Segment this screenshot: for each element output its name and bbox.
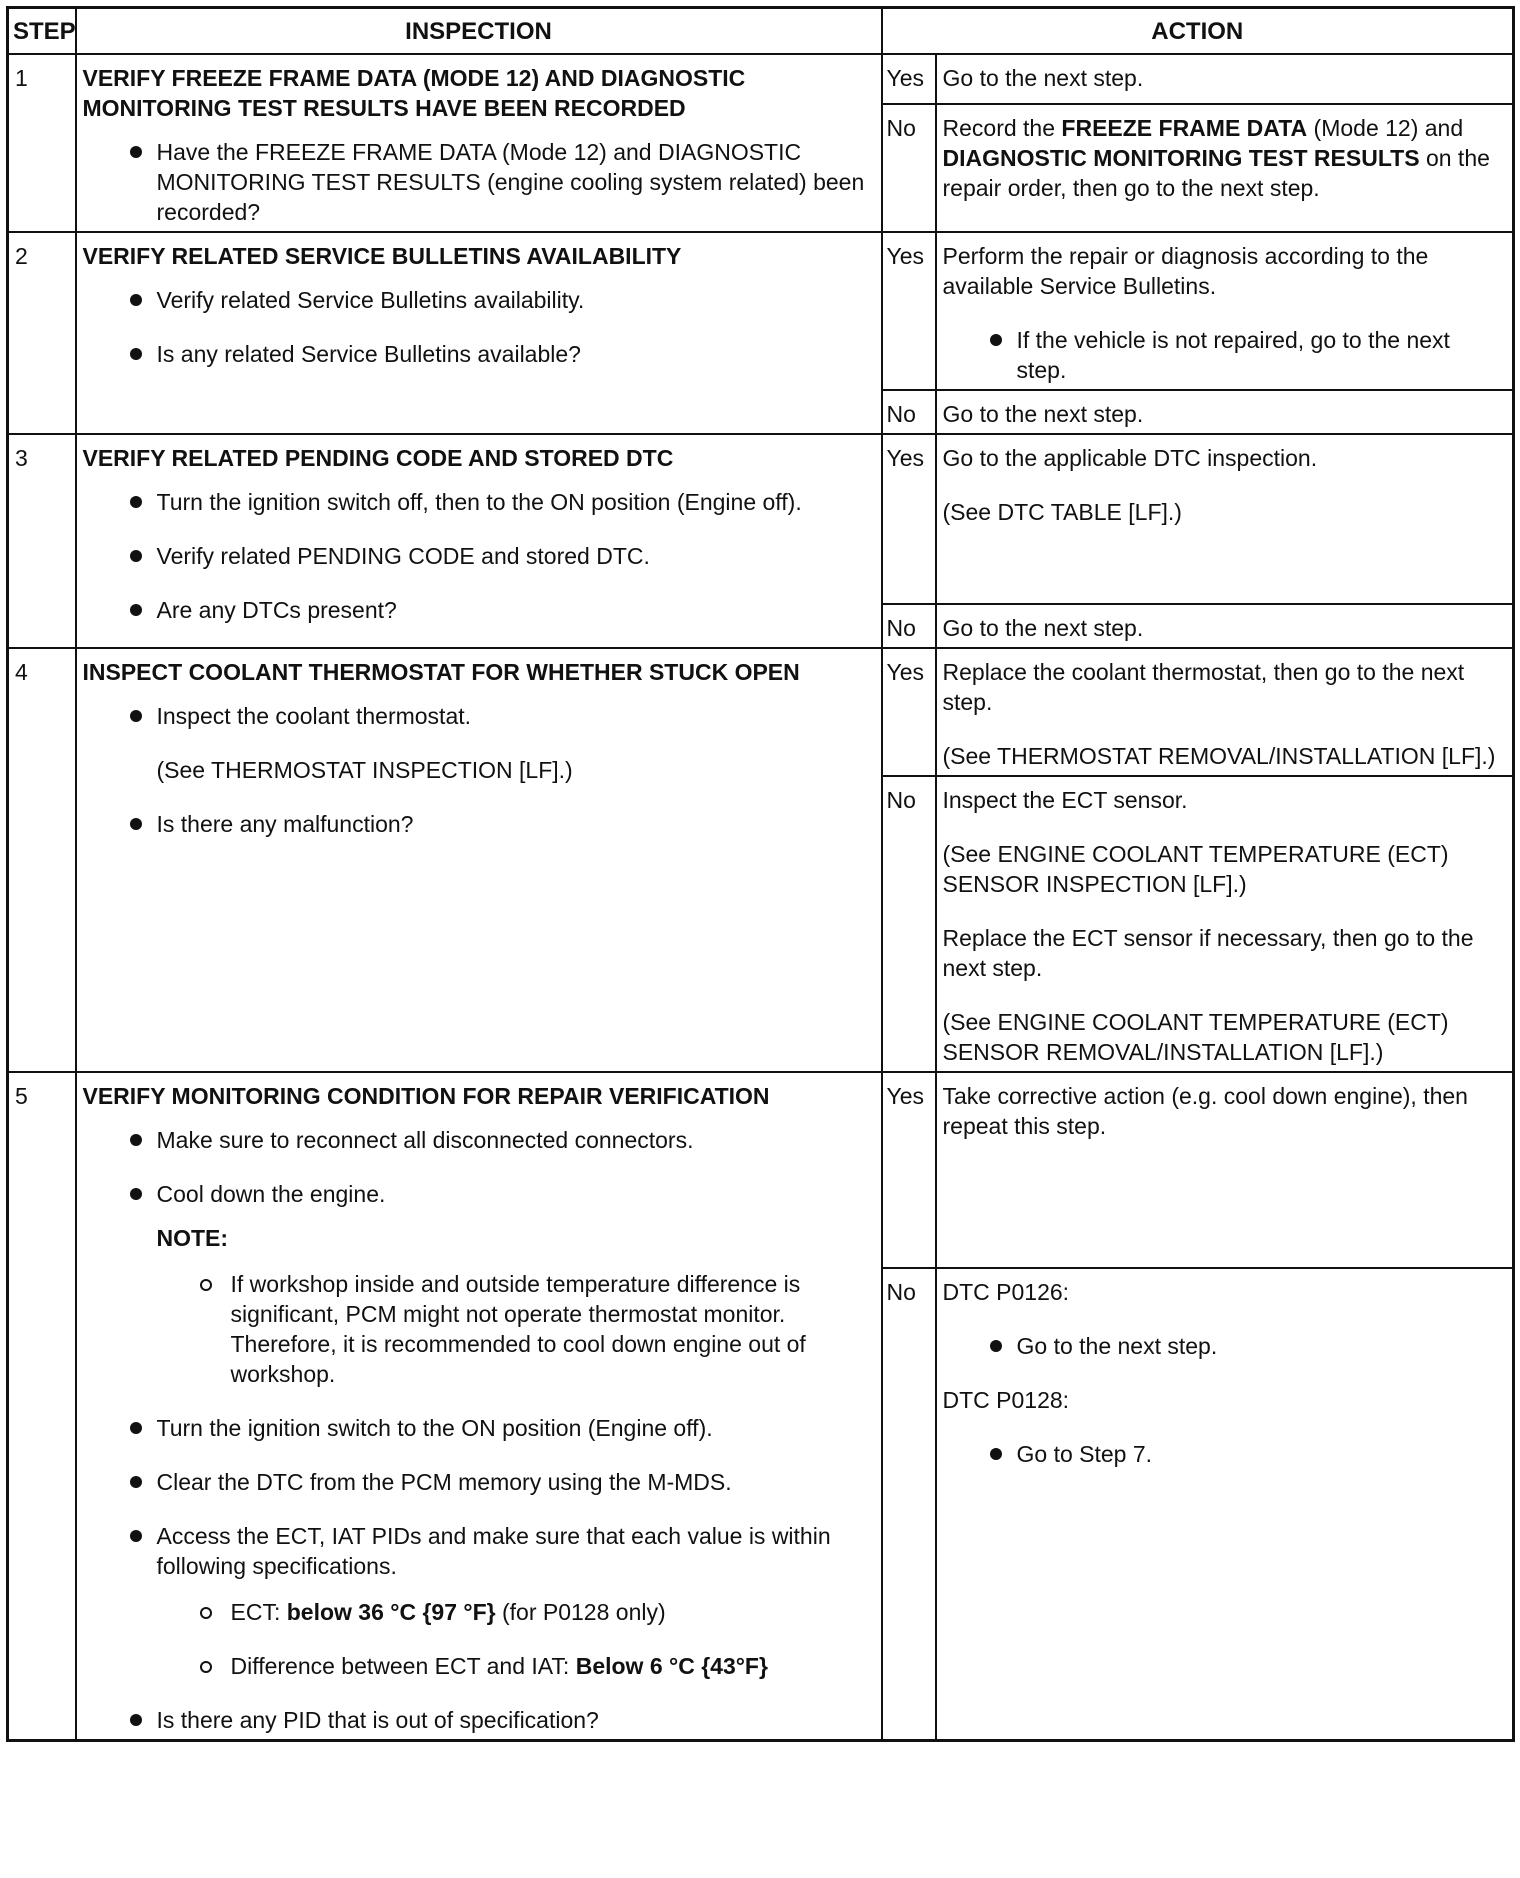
inspection-cell	[76, 434, 882, 648]
yes-action	[936, 232, 1514, 390]
action-bullet: Go to the next step.	[943, 1331, 1507, 1361]
spec-item	[157, 1597, 875, 1627]
header-step: STEP	[8, 8, 76, 55]
note-label-text: NOTE	[156, 1225, 221, 1251]
list-item: Are any DTCs present?	[83, 595, 875, 625]
inspection-cell	[76, 54, 882, 232]
yes-label: Yes	[882, 54, 936, 104]
inspection-list	[83, 137, 875, 227]
list-item: Have the FREEZE FRAME DATA (Mode 12) and DIAGNOSTIC MONITORING TEST RESULTS (engine cooling system related) been recorded?	[83, 137, 875, 227]
note-colon: :	[220, 1225, 229, 1251]
no-label: No	[882, 1268, 936, 1741]
inspection-list	[83, 1125, 875, 1735]
action-text: Go to the next step.	[942, 65, 1144, 91]
text-run: Record the	[942, 115, 1062, 141]
table-row	[8, 232, 1514, 390]
no-action	[936, 604, 1514, 648]
list-item: Is any related Service Bulletins available?	[83, 339, 875, 369]
list-item: Inspect the coolant thermostat.	[83, 701, 875, 731]
list-item-text: Cool down the engine.	[156, 1181, 386, 1207]
action-text: Take corrective action (e.g. cool down engine), then repeat this step.	[942, 1083, 1468, 1139]
action-text	[943, 113, 1507, 203]
yes-label: Yes	[882, 434, 936, 604]
list-item	[83, 1521, 875, 1681]
list-item: Make sure to reconnect all disconnected connectors.	[83, 1125, 875, 1155]
inspection-title: VERIFY RELATED PENDING CODE AND STORED DTC	[82, 445, 674, 471]
reference-text: (See DTC TABLE [LF].)	[942, 499, 1182, 525]
reference-text: (See ENGINE COOLANT TEMPERATURE (ECT) SENSOR REMOVAL/INSTALLATION [LF].)	[942, 1009, 1449, 1065]
no-label: No	[882, 390, 936, 434]
list-item: Is there any PID that is out of specification?	[83, 1705, 875, 1735]
action-text: Replace the ECT sensor if necessary, then go to the next step.	[942, 925, 1474, 981]
inspection-cell	[76, 1072, 882, 1741]
diagnostic-table	[6, 6, 1515, 1742]
text-run-bold: FREEZE FRAME DATA	[1061, 115, 1308, 141]
table-row	[8, 648, 1514, 776]
inspection-title: VERIFY FREEZE FRAME DATA (MODE 12) AND DIAGNOSTIC MONITORING TEST RESULTS HAVE BEEN RECORDED	[82, 65, 746, 121]
inspection-list	[83, 285, 875, 369]
text-run: (Mode 12) and	[1307, 115, 1464, 141]
text-run: Difference between ECT and IAT:	[230, 1653, 576, 1679]
action-text: Replace the coolant thermostat, then go to the next step.	[942, 659, 1465, 715]
action-text: Inspect the ECT sensor.	[942, 787, 1188, 813]
action-text: DTC P0128:	[942, 1387, 1070, 1413]
table-row	[8, 54, 1514, 104]
list-item: Verify related PENDING CODE and stored DTC.	[83, 541, 875, 571]
table-row	[8, 434, 1514, 604]
note-list	[157, 1269, 875, 1389]
reference-text: (See ENGINE COOLANT TEMPERATURE (ECT) SENSOR INSPECTION [LF].)	[942, 841, 1449, 897]
step-number: 4	[8, 648, 76, 1072]
no-action	[936, 104, 1514, 232]
inspection-list	[83, 487, 875, 625]
yes-action	[936, 1072, 1514, 1268]
list-item	[83, 1179, 875, 1389]
no-action	[936, 776, 1514, 1072]
text-run-bold: below 36 °C {97 °F}	[286, 1599, 496, 1625]
action-bullet: Go to Step 7.	[943, 1439, 1507, 1469]
list-item: Verify related Service Bulletins availability.	[83, 285, 875, 315]
inspection-list	[83, 701, 875, 839]
yes-label: Yes	[882, 1072, 936, 1268]
text-run: on the repair order, then go to the next step.	[942, 145, 1490, 201]
inspection-title: INSPECT COOLANT THERMOSTAT FOR WHETHER STUCK OPEN	[82, 659, 800, 685]
yes-label: Yes	[882, 232, 936, 390]
header-inspection: INSPECTION	[76, 8, 882, 55]
action-bullet: If the vehicle is not repaired, go to the next step.	[943, 325, 1507, 385]
list-item: Turn the ignition switch to the ON position (Engine off).	[83, 1413, 875, 1443]
reference-text: (See THERMOSTAT REMOVAL/INSTALLATION [LF].)	[942, 743, 1496, 769]
yes-action	[936, 434, 1514, 604]
text-run: (for P0128 only)	[495, 1599, 666, 1625]
text-run-bold: DIAGNOSTIC MONITORING TEST RESULTS	[942, 145, 1420, 171]
no-label: No	[882, 776, 936, 1072]
list-item: Clear the DTC from the PCM memory using the M-MDS.	[83, 1467, 875, 1497]
action-text: Perform the repair or diagnosis according to the available Service Bulletins.	[942, 243, 1429, 299]
reference-text: (See THERMOSTAT INSPECTION [LF].)	[156, 757, 573, 783]
text-run: ECT:	[230, 1599, 287, 1625]
no-label: No	[882, 604, 936, 648]
header-action: ACTION	[882, 8, 1514, 55]
no-action	[936, 390, 1514, 434]
action-text: Go to the next step.	[942, 401, 1144, 427]
list-item: Is there any malfunction?	[83, 809, 875, 839]
yes-action	[936, 54, 1514, 104]
table-header-row	[8, 8, 1514, 55]
list-item-text: Access the ECT, IAT PIDs and make sure that each value is within following specifications.	[156, 1523, 831, 1579]
inspection-title: VERIFY RELATED SERVICE BULLETINS AVAILABILITY	[82, 243, 682, 269]
inspection-title: VERIFY MONITORING CONDITION FOR REPAIR VERIFICATION	[82, 1083, 770, 1109]
action-text: DTC P0126:	[942, 1279, 1070, 1305]
yes-label: Yes	[882, 648, 936, 776]
note-label	[157, 1223, 875, 1253]
spec-list	[157, 1597, 875, 1681]
table-row	[8, 1072, 1514, 1268]
list-item: Turn the ignition switch off, then to the ON position (Engine off).	[83, 487, 875, 517]
step-number: 1	[8, 54, 76, 232]
step-number: 5	[8, 1072, 76, 1741]
no-label: No	[882, 104, 936, 232]
yes-action	[936, 648, 1514, 776]
text-run-bold: Below 6 °C {43°F}	[575, 1653, 768, 1679]
action-text: Go to the applicable DTC inspection.	[942, 445, 1318, 471]
step-number: 2	[8, 232, 76, 434]
action-text: Go to the next step.	[942, 615, 1144, 641]
no-action	[936, 1268, 1514, 1741]
inspection-cell	[76, 232, 882, 434]
spec-item	[157, 1651, 875, 1681]
inspection-cell	[76, 648, 882, 1072]
note-item: If workshop inside and outside temperature difference is significant, PCM might not operate thermostat monitor. Therefore, it is recommended to cool down engine out of workshop.	[157, 1269, 875, 1389]
step-number: 3	[8, 434, 76, 648]
